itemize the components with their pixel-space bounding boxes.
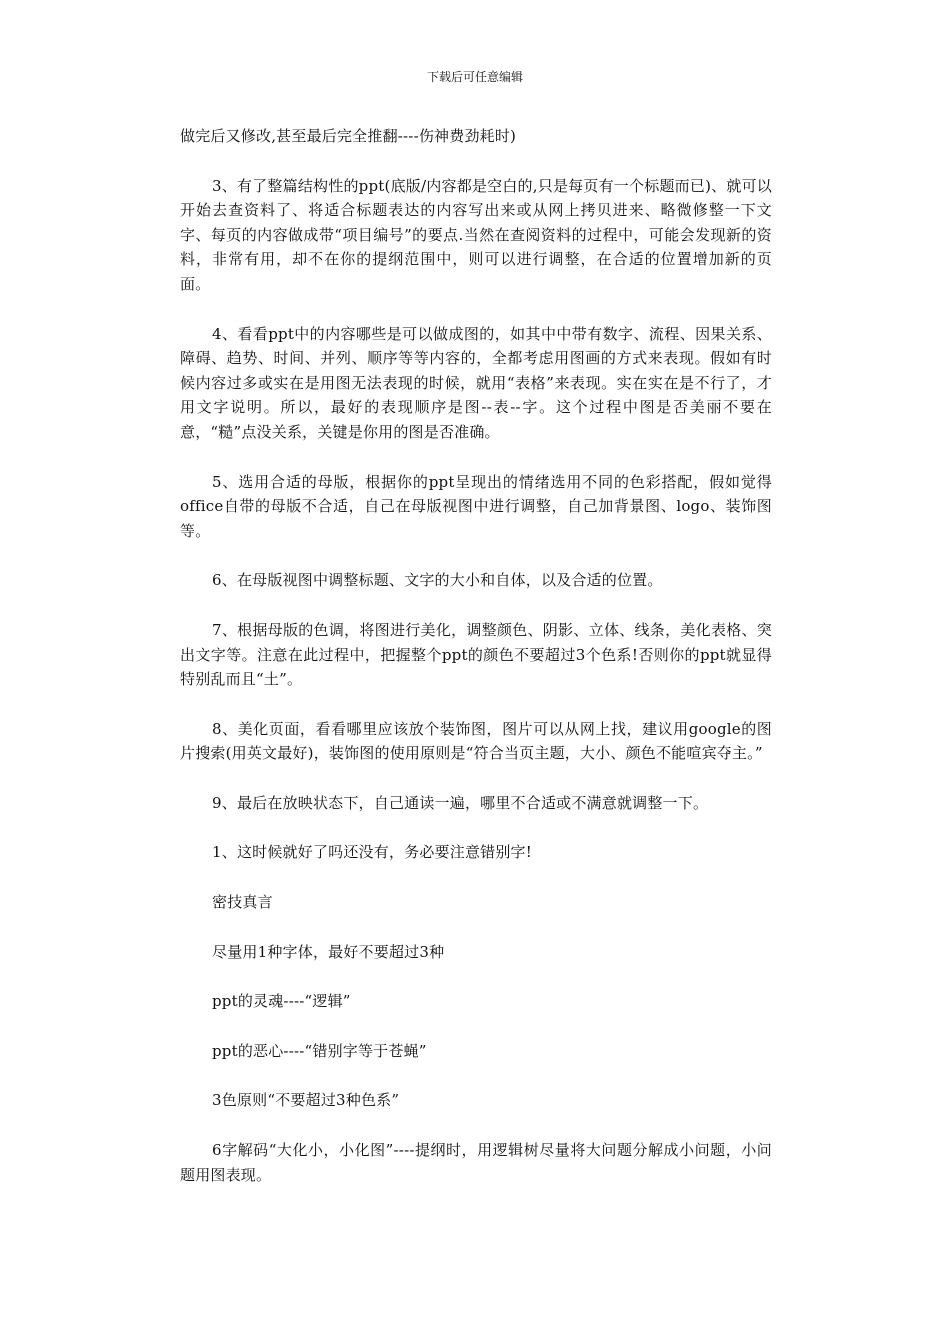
paragraph-tip-decode: 6字解码“大化小，小化图”----提纲时，用逻辑树尽量将大问题分解成小问题，小问题用图表现。 (180, 1141, 772, 1184)
paragraph-tip-font: 尽量用1种字体，最好不要超过3种 (212, 942, 445, 961)
page-header: 下载后可任意编辑 (426, 70, 523, 84)
paragraph-step-4: 4、看看ppt中的内容哪些是可以做成图的，如其中中带有数字、流程、因果关系、障碍、趋势、时间、并列、顺序等等内容的，全都考虑用图画的方式来表现。假如有时候内容过多或实在是用图无法表现的时候，就用“表格”来表现。实在实在是不行了，才用文字说明。所以，最好的表现顺序是图--表--字。这个过程中图是否美丽不要在意，“糙”点没关系，关键是你用的图是否准确。 (180, 324, 772, 441)
paragraph-step-7: 7、根据母版的色调，将图进行美化，调整颜色、阴影、立体、线条，美化表格、突出文字等。注意在此过程中，把握整个ppt的颜色不要超过3个色系!否则你的ppt就显得特别乱而且“土”。 (180, 620, 772, 689)
paragraph-tip-typos: ppt的恶心----“错别字等于苍蝇” (212, 1041, 427, 1060)
paragraph-step-1: 1、这时候就好了吗还没有，务必要注意错别字! (212, 843, 532, 862)
paragraph-step-5: 5、选用合适的母版，根据你的ppt呈现出的情绪选用不同的色彩搭配，假如觉得office自带的母版不合适，自己在母版视图中进行调整，自己加背景图、logo、装饰图等。 (180, 472, 772, 540)
paragraph-step-6: 6、在母版视图中调整标题、文字的大小和自体，以及合适的位置。 (212, 571, 663, 590)
paragraph-step-9: 9、最后在放映状态下，自己通读一遍，哪里不合适或不满意就调整一下。 (212, 793, 709, 812)
paragraph-continuation: 做完后又修改,甚至最后完全推翻----伤神费劲耗时) (180, 127, 517, 145)
document-body (180, 124, 772, 1212)
paragraph-step-3: 3、有了整篇结构性的ppt(底版/内容都是空白的,只是每页有一个标题而已)、就可以开始去查资料了、将适合标题表达的内容写出来或从网上拷贝进来、略微修整一下文字、每页的内容做成带“项目编号”的要点.当然在查阅资料的过程中，可能会发现新的资料，非常有用，却不在你的提纲范围中，则可以进行调整，在合适的位置增加新的页面。 (180, 176, 772, 293)
paragraph-tip-logic: ppt的灵魂----“逻辑” (212, 992, 351, 1011)
paragraph-tip-colors: 3色原则“不要超过3种色系” (212, 1091, 400, 1110)
paragraph-tips-heading: 密技真言 (212, 893, 273, 912)
paragraph-step-8: 8、美化页面，看看哪里应该放个装饰图，图片可以从网上找，建议用google的图片搜索(用英文最好)，装饰图的使用原则是“符合当页主题，大小、颜色不能喧宾夺主。” (180, 719, 772, 763)
